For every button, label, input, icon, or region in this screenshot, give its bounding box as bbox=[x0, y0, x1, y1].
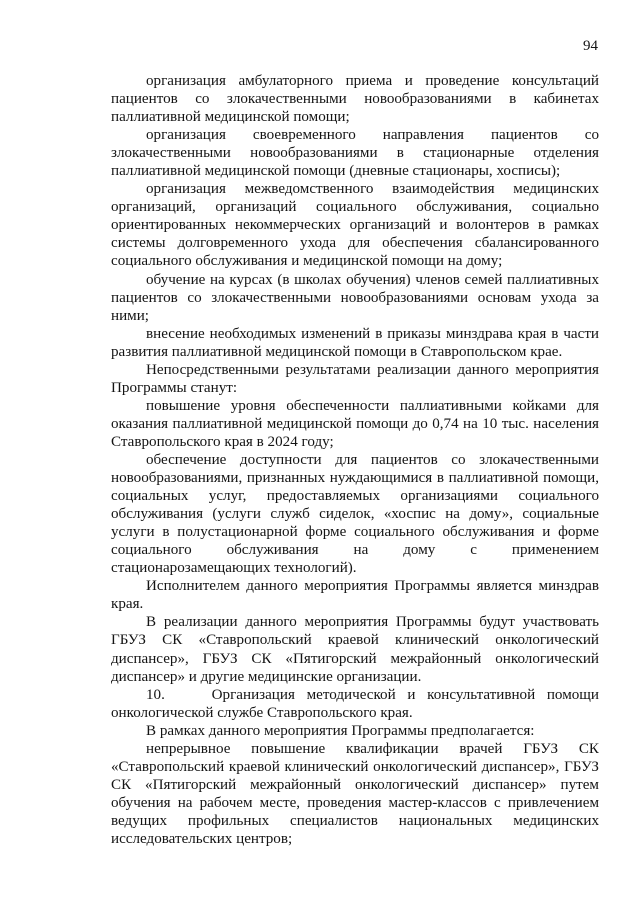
paragraph: внесение необходимых изменений в приказы минздрава края в части развития паллиативной медицинской помощи в Ставропольском крае. bbox=[111, 325, 599, 360]
paragraph: В рамках данного мероприятия Программы предполагается: bbox=[146, 722, 535, 739]
document-body bbox=[111, 72, 599, 848]
paragraph: организация амбулаторного приема и проведение консультаций пациентов со злокачественными новообразованиями в кабинетах паллиативной медицинской помощи; bbox=[111, 73, 599, 126]
page-number: 94 bbox=[583, 38, 598, 54]
paragraph: В реализации данного мероприятия Программы будут участвовать ГБУЗ СК «Ставропольский краевой клинический онкологический диспансер», ГБУЗ СК «Пятигорский межрайонный онкологический диспансер» и другие медицинские организации. bbox=[111, 614, 599, 685]
section-heading: 10. Организация методической и консультативной помощи онкологической службе Ставропольского края. bbox=[111, 686, 599, 721]
paragraph: повышение уровня обеспеченности паллиативными койками для оказания паллиативной медицинской помощи до 0,74 на 10 тыс. населения Ставропольского края в 2024 году; bbox=[111, 397, 599, 450]
paragraph: Исполнителем данного мероприятия Программы является минздрав края. bbox=[111, 578, 599, 613]
paragraph: Непосредственными результатами реализации данного мероприятия Программы станут: bbox=[111, 361, 599, 396]
paragraph: обучение на курсах (в школах обучения) членов семей паллиативных пациентов со злокачественными новообразованиями основам ухода за ними; bbox=[111, 271, 599, 324]
paragraph: непрерывное повышение квалификации врачей ГБУЗ СК «Ставропольский краевой клинический онкологический диспансер», ГБУЗ СК «Пятигорский межрайонный онкологический диспансер» путем обучения на рабочем месте, проведения мастер-классов с привлечением ведущих профильных специалистов национальных медицинских исследовательских центров; bbox=[111, 740, 599, 847]
paragraph: организация своевременного направления пациентов со злокачественными новообразованиями в стационарные отделения паллиативной медицинской помощи (дневные стационары, хосписы); bbox=[111, 127, 599, 180]
paragraph: организация межведомственного взаимодействия медицинских организаций, организаций социального обслуживания, социально ориентированных некоммерческих организаций и волонтеров в рамках системы долговременного ухода для обеспечения сбалансированного социального обслуживания и медицинской помощи на дому; bbox=[111, 181, 599, 270]
paragraph: обеспечение доступности для пациентов со злокачественными новообразованиями, признанных нуждающимися в паллиативной помощи, социальных услуг, предоставляемых организациями социального обслуживания (услуги служб сиделок, «хоспис на дому», социальные услуги в полустационарной форме социального обслуживания и форме социального обслуживания на дому с применением стационарозамещающих технологий). bbox=[111, 451, 599, 577]
